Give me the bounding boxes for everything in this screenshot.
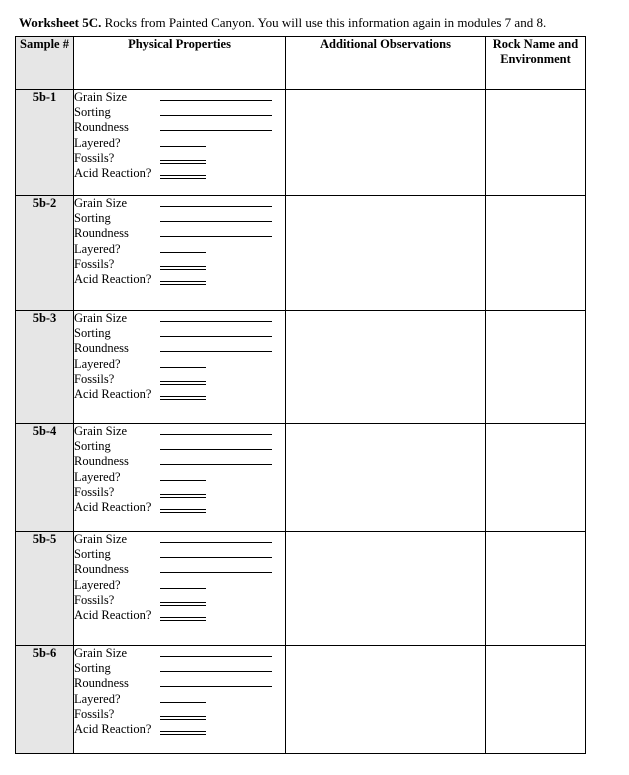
property-label: Layered?: [74, 691, 121, 706]
property-line: [74, 105, 285, 120]
property-line: [74, 500, 285, 515]
answer-blank[interactable]: [160, 367, 206, 368]
property-line: [74, 136, 285, 151]
answer-blank[interactable]: [160, 351, 272, 352]
property-line: [74, 387, 285, 402]
property-line: [74, 593, 285, 608]
answer-blank[interactable]: [160, 336, 272, 337]
property-line: [74, 257, 285, 272]
property-label: Roundness: [74, 226, 129, 241]
answer-blank[interactable]: [160, 617, 206, 618]
answer-blank[interactable]: [160, 115, 272, 116]
property-line: [74, 226, 285, 241]
worksheet-title-text: Rocks from Painted Canyon. You will use this information again in modules 7 and 8.: [101, 15, 547, 30]
answer-blank[interactable]: [160, 321, 272, 322]
sample-id: 5b-1: [16, 90, 74, 196]
property-label: Sorting: [74, 661, 111, 676]
answer-blank[interactable]: [160, 656, 272, 657]
property-label: Acid Reaction?: [74, 721, 152, 736]
property-line: [74, 722, 285, 737]
header-physical-properties: Physical Properties: [74, 37, 286, 90]
property-label: Fossils?: [74, 256, 115, 271]
table-row: [16, 90, 586, 196]
worksheet-title: [19, 15, 546, 31]
physical-properties-cell: [74, 90, 286, 196]
property-line: [74, 485, 285, 500]
answer-blank[interactable]: [160, 702, 206, 703]
property-label: Fossils?: [74, 150, 115, 165]
rock-name-environment-cell[interactable]: [486, 532, 586, 646]
property-line: [74, 272, 285, 287]
answer-blank[interactable]: [160, 146, 206, 147]
property-label: Acid Reaction?: [74, 607, 152, 622]
answer-blank[interactable]: [160, 557, 272, 558]
answer-blank[interactable]: [160, 252, 206, 253]
property-line: [74, 326, 285, 341]
answer-blank[interactable]: [160, 716, 206, 717]
property-label: Sorting: [74, 547, 111, 562]
property-label: Acid Reaction?: [74, 271, 152, 286]
property-line: [74, 439, 285, 454]
property-label: Layered?: [74, 135, 121, 150]
header-row: [16, 37, 586, 90]
table-row: [16, 646, 586, 754]
answer-blank[interactable]: [160, 464, 272, 465]
rock-name-environment-cell[interactable]: [486, 646, 586, 754]
property-label: Layered?: [74, 241, 121, 256]
table-row: [16, 532, 586, 646]
additional-observations-cell[interactable]: [286, 90, 486, 196]
rock-name-environment-cell[interactable]: [486, 196, 586, 311]
property-label: Sorting: [74, 105, 111, 120]
physical-properties-cell: [74, 532, 286, 646]
physical-properties-cell: [74, 646, 286, 754]
property-line: [74, 424, 285, 439]
property-line: [74, 372, 285, 387]
property-line: [74, 692, 285, 707]
property-label: Roundness: [74, 562, 129, 577]
answer-blank[interactable]: [160, 509, 206, 510]
answer-blank[interactable]: [160, 434, 272, 435]
property-line: [74, 357, 285, 372]
header-rock-name-environment: Rock Name and Environment: [486, 37, 586, 90]
property-label: Acid Reaction?: [74, 165, 152, 180]
sample-id: 5b-6: [16, 646, 74, 754]
additional-observations-cell[interactable]: [286, 424, 486, 532]
property-line: [74, 578, 285, 593]
answer-blank[interactable]: [160, 206, 272, 207]
property-line: [74, 90, 285, 105]
property-line: [74, 562, 285, 577]
property-label: Grain Size: [74, 311, 128, 325]
table-row: [16, 196, 586, 311]
property-label: Grain Size: [74, 196, 128, 210]
property-line: [74, 211, 285, 226]
property-line: [74, 166, 285, 181]
additional-observations-cell[interactable]: [286, 196, 486, 311]
physical-properties-cell: [74, 424, 286, 532]
table-row: [16, 424, 586, 532]
answer-blank[interactable]: [160, 130, 272, 131]
property-label: Layered?: [74, 469, 121, 484]
answer-blank[interactable]: [160, 396, 206, 397]
answer-blank[interactable]: [160, 266, 206, 267]
property-label: Roundness: [74, 454, 129, 469]
answer-blank[interactable]: [160, 100, 272, 101]
property-label: Acid Reaction?: [74, 499, 152, 514]
sample-id: 5b-5: [16, 532, 74, 646]
property-line: [74, 608, 285, 623]
answer-blank[interactable]: [160, 480, 206, 481]
property-label: Sorting: [74, 326, 111, 341]
property-label: Roundness: [74, 120, 129, 135]
worksheet-table: [15, 36, 586, 754]
property-label: Grain Size: [74, 646, 128, 660]
property-label: Fossils?: [74, 371, 115, 386]
answer-blank[interactable]: [160, 686, 272, 687]
property-label: Roundness: [74, 341, 129, 356]
answer-blank[interactable]: [160, 731, 206, 732]
physical-properties-cell: [74, 311, 286, 424]
property-line: [74, 311, 285, 326]
answer-blank[interactable]: [160, 281, 206, 282]
property-label: Sorting: [74, 439, 111, 454]
property-label: Sorting: [74, 211, 111, 226]
property-label: Fossils?: [74, 592, 115, 607]
property-line: [74, 151, 285, 166]
property-label: Fossils?: [74, 706, 115, 721]
sample-id: 5b-4: [16, 424, 74, 532]
rock-name-environment-cell[interactable]: [486, 424, 586, 532]
header-additional-observations: Additional Observations: [286, 37, 486, 90]
property-label: Grain Size: [74, 532, 128, 546]
worksheet-title-bold: Worksheet 5C.: [19, 15, 102, 30]
property-label: Grain Size: [74, 424, 128, 438]
answer-blank[interactable]: [160, 671, 272, 672]
property-line: [74, 547, 285, 562]
answer-blank[interactable]: [160, 494, 206, 495]
rock-name-environment-cell[interactable]: [486, 90, 586, 196]
property-line: [74, 532, 285, 547]
property-line: [74, 196, 285, 211]
property-line: [74, 676, 285, 691]
property-line: [74, 707, 285, 722]
property-label: Acid Reaction?: [74, 386, 152, 401]
answer-blank[interactable]: [160, 175, 206, 176]
answer-blank[interactable]: [160, 542, 272, 543]
answer-blank[interactable]: [160, 572, 272, 573]
property-line: [74, 470, 285, 485]
answer-blank[interactable]: [160, 602, 206, 603]
table-row: [16, 311, 586, 424]
property-line: [74, 120, 285, 135]
property-line: [74, 242, 285, 257]
physical-properties-cell: [74, 196, 286, 311]
additional-observations-cell[interactable]: [286, 532, 486, 646]
additional-observations-cell[interactable]: [286, 311, 486, 424]
answer-blank[interactable]: [160, 221, 272, 222]
property-label: Roundness: [74, 676, 129, 691]
property-label: Layered?: [74, 356, 121, 371]
sample-id: 5b-3: [16, 311, 74, 424]
rock-name-environment-cell[interactable]: [486, 311, 586, 424]
table-body: [16, 90, 586, 754]
property-line: [74, 341, 285, 356]
answer-blank[interactable]: [160, 588, 206, 589]
property-label: Fossils?: [74, 484, 115, 499]
additional-observations-cell[interactable]: [286, 646, 486, 754]
property-label: Grain Size: [74, 90, 128, 104]
answer-blank[interactable]: [160, 381, 206, 382]
sample-id: 5b-2: [16, 196, 74, 311]
property-line: [74, 661, 285, 676]
property-label: Layered?: [74, 577, 121, 592]
answer-blank[interactable]: [160, 236, 272, 237]
property-line: [74, 454, 285, 469]
answer-blank[interactable]: [160, 160, 206, 161]
property-line: [74, 646, 285, 661]
header-sample: Sample #: [16, 37, 74, 90]
answer-blank[interactable]: [160, 449, 272, 450]
